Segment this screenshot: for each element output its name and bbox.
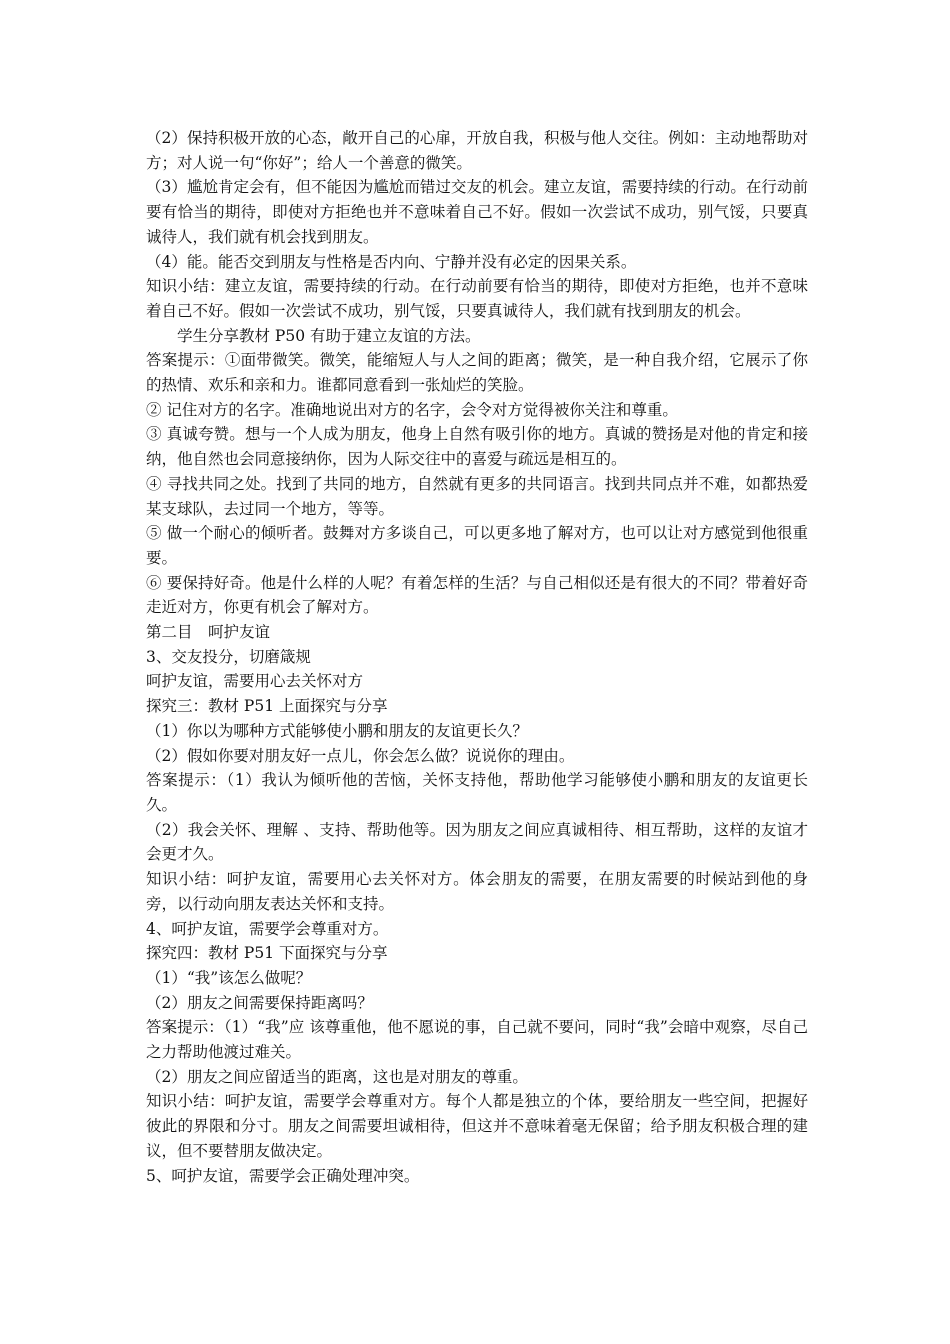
method-patient-listener: ⑤ 做一个耐心的倾听者。鼓舞对方多谈自己，可以更多地了解对方，也可以让对方感觉到他很重要。 (146, 524, 808, 567)
inquiry-4-answer-2: （2）朋友之间应留适当的距离，这也是对朋友的尊重。 (146, 1067, 528, 1086)
student-share-p50: 学生分享教材 P50 有助于建立友谊的方法。 (177, 326, 481, 345)
paragraph-open-attitude: （2）保持积极开放的心态，敞开自己的心扉，开放自我，积极与他人交往。例如：主动地帮助对方；对人说一句“你好”；给人一个善意的微笑。 (146, 129, 808, 172)
inquiry-4-question-1: （1）“我”该怎么做呢？ (146, 968, 312, 987)
knowledge-summary-care: 知识小结：呵护友谊，需要用心去关怀对方。体会朋友的需要，在朋友需要的时候站到他的身旁，以行动向朋友表达关怀和支持。 (146, 870, 808, 913)
inquiry-4-answer-1: 答案提示：（1）“我”应 该尊重他，他不愿说的事，自己就不要问，同时“我”会暗中观察，尽自己之力帮助他渡过难关。 (146, 1018, 808, 1062)
inquiry-3-question-1: （1）你以为哪种方式能够使小鹏和朋友的友谊更长久？ (146, 721, 528, 740)
point-3-subheading: 呵护友谊，需要用心去关怀对方 (146, 672, 364, 691)
inquiry-4-question-2: （2）朋友之间需要保持距离吗？ (146, 993, 373, 1012)
paragraph-awkwardness: （3）尴尬肯定会有，但不能因为尴尬而错过交友的机会。建立友谊，需要持续的行动。在行动前要有恰当的期待，即使对方拒绝也并不意味着自己不好。假如一次尝试不成功，别气馁，只要真诚待人，我们就有机会找到朋友。 (146, 178, 808, 246)
paragraph-personality: （4）能。能否交到朋友与性格是否内向、宁静并没有必定的因果关系。 (146, 252, 637, 271)
knowledge-summary-respect: 知识小结：呵护友谊，需要学会尊重对方。每个人都是独立的个体，要给朋友一些空间，把握好彼此的界限和分寸。朋友之间需要坦诚相待，但这并不意味着毫无保留；给予朋友积极合理的建议，但不要替朋友做决定。 (146, 1092, 808, 1160)
method-stay-curious: ⑥ 要保持好奇。他是什么样的人呢？有着怎样的生活？与自己相似还是有很大的不同？带着好奇走近对方，你更有机会了解对方。 (146, 573, 808, 617)
knowledge-summary-build-friendship: 知识小结：建立友谊，需要持续的行动。在行动前要有恰当的期待，即使对方拒绝，也并不意味着自己不好。假如一次尝试不成功，别气馁，只要真诚待人，我们就有找到朋友的机会。 (146, 277, 808, 320)
point-5-heading: 5、呵护友谊，需要学会正确处理冲突。 (146, 1166, 420, 1185)
point-3-heading: 3、交友投分，切磨箴规 (146, 647, 311, 666)
document-body (146, 126, 808, 1188)
method-sincere-praise: ③ 真诚夸赞。想与一个人成为朋友，他身上自然有吸引你的地方。真诚的赞扬是对他的肯定和接纳，他自然也会同意接纳你，因为人际交往中的喜爱与疏远是相互的。 (146, 425, 808, 469)
method-remember-name: ② 记住对方的名字。准确地说出对方的名字，会令对方觉得被你关注和尊重。 (146, 400, 678, 419)
point-4-heading: 4、呵护友谊，需要学会尊重对方。 (146, 919, 389, 938)
inquiry-3-answer-2: （2）我会关怀、理解 、支持、帮助他等。因为朋友之间应真诚相待、相互帮助，这样的友谊才会更才久。 (146, 820, 808, 864)
inquiry-3-heading: 探究三：教材 P51 上面探究与分享 (146, 697, 388, 716)
inquiry-3-answer-1: 答案提示：（1）我认为倾听他的苦恼，关怀支持他，帮助他学习能够使小鹏和朋友的友谊更长久。 (146, 771, 808, 814)
answer-hint-smile: 答案提示：①面带微笑。微笑，能缩短人与人之间的距离；微笑，是一种自我介绍，它展示了你的热情、欢乐和亲和力。谁都同意看到一张灿烂的笑脸。 (146, 351, 808, 395)
inquiry-4-heading: 探究四：教材 P51 下面探究与分享 (146, 944, 388, 963)
inquiry-3-question-2: （2）假如你要对朋友好一点儿，你会怎么做？说说你的理由。 (146, 746, 575, 765)
section-heading-care-friendship: 第二目 呵护友谊 (146, 623, 271, 642)
method-common-ground: ④ 寻找共同之处。找到了共同的地方，自然就有更多的共同语言。找到共同点并不难，如都热爱某支球队，去过同一个地方，等等。 (146, 474, 808, 518)
